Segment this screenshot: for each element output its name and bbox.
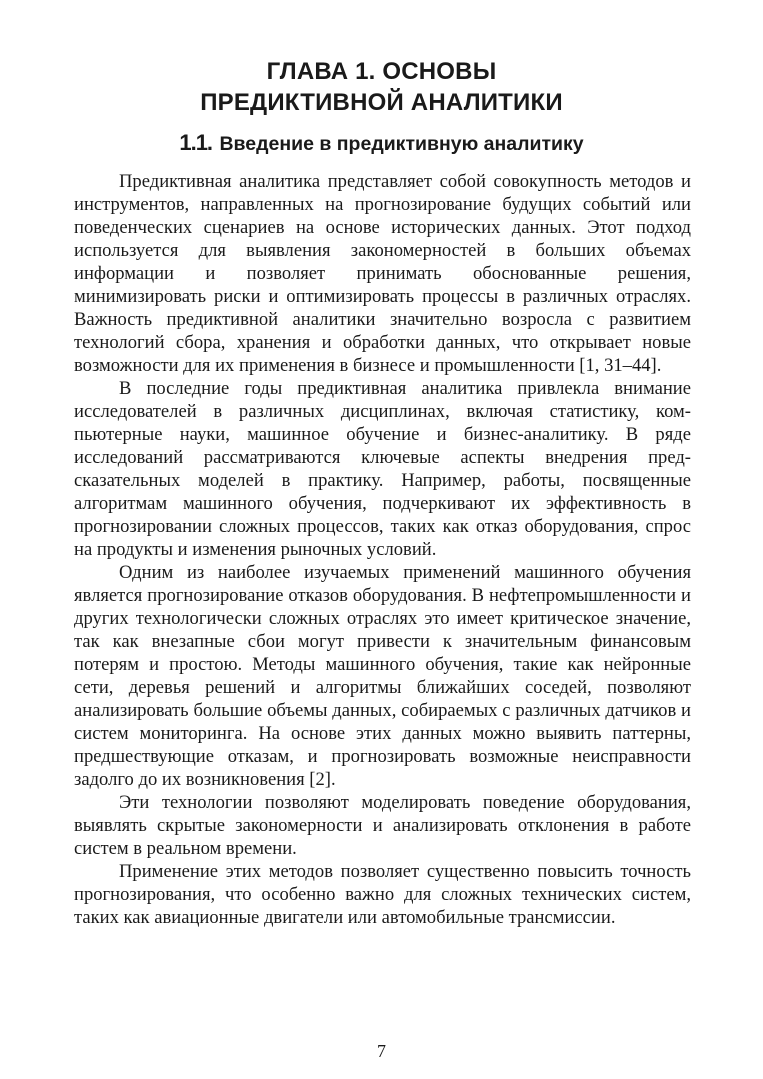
paragraph: Одним из наиболее изучаемых применений машинного обучения является прогнозирование отказов оборудования. В нефтепромышленности и других технологически сложных отраслях это имеет критическое значение, так как внезапные сбои могут привести к значительным финансовым потерям и простою. Методы машинного обучения, такие как нейронные сети, деревья решений и алгоритмы ближайших соседей, позволяют анализировать большие объемы данных, собираемых с различных датчиков и систем мониторинга. На основе этих данных можно выявить паттерны, предшествующие отказам, и прогнозировать возможные неисправности задолго до их возникновения [2]. (74, 562, 691, 790)
paragraph: Эти технологии позволяют моделировать поведение оборудования, выявлять скрытые закономерности и анализировать отклонения в работе систем в реальном времени. (74, 792, 691, 859)
section-title: Введение в предиктивную аналитику (219, 133, 584, 155)
chapter-title (0, 56, 763, 118)
paragraph: Применение этих методов позволяет существенно повысить точность прогнозирования, что особенно важно для сложных технических систем, таких как авиационные двигатели или автомобильные трансмиссии. (74, 861, 691, 928)
chapter-title-line-1: ГЛАВА 1. ОСНОВЫ (266, 58, 497, 85)
section-number: 1.1. (179, 130, 213, 155)
page-number: 7 (377, 1041, 386, 1061)
chapter-title-line-2: ПРЕДИКТИВНОЙ АНАЛИТИКИ (200, 89, 563, 116)
section-heading (0, 130, 763, 157)
body-text (74, 170, 691, 929)
paragraph: Предиктивная аналитика представляет собой совокупность методов и инструментов, направленных на прогнозирование будущих событий или поведенческих сценариев на основе исторических данных. Этот подход используется для выявления закономерностей в больших объемах информации и позволяет принимать обоснованные решения, минимизировать риски и оптимизировать процессы в различных отраслях. Важность предиктивной аналитики значительно возросла с развитием технологий сбора, хранения и обработки данных, что открывает новые возможности для их применения в бизнесе и промышленности [1, 31–44]. (74, 171, 691, 376)
paragraph: В последние годы предиктивная аналитика привлекла внимание исследователей в различных дисциплинах, включая статистику, компьютерные науки, машинное обучение и бизнес-аналитику. В ряде исследований рассматриваются ключевые аспекты внедрения предсказательных моделей в практику. Например, работы, посвященные алгоритмам машинного обучения, подчеркивают их эффективность в прогнозировании сложных процессов, таких как отказ оборудования, спрос на продукты и изменения рыночных условий. (74, 378, 691, 560)
